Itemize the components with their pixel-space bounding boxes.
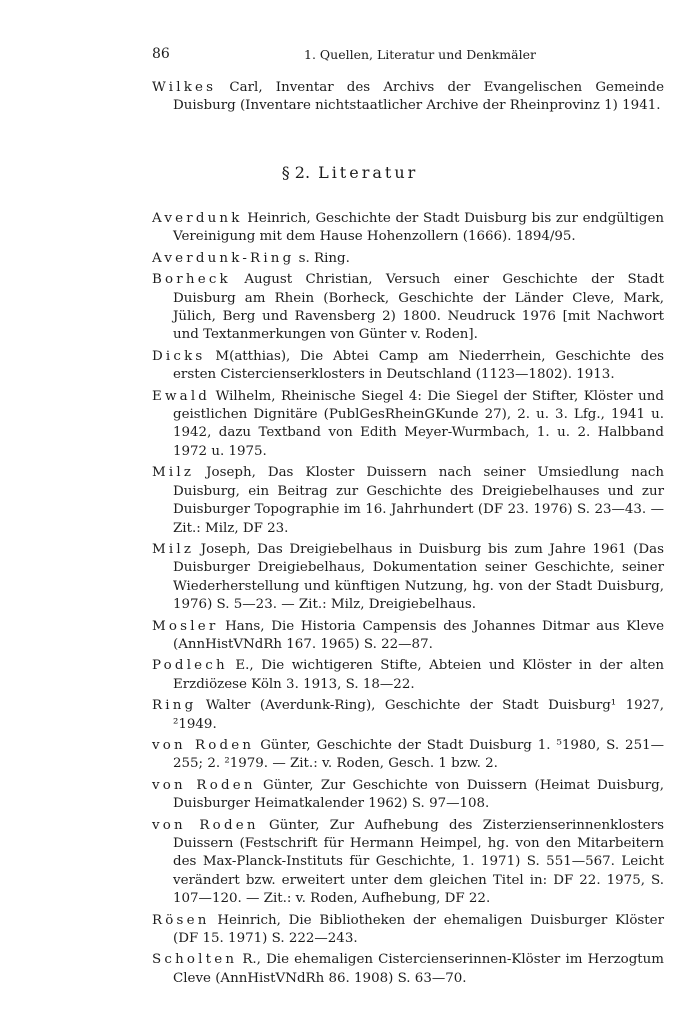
running-head: 1. Quellen, Literatur und Denkmäler <box>304 47 536 62</box>
entry-author: Milz <box>152 541 195 557</box>
entry-author: Podlech <box>152 658 228 674</box>
bibliography-entry <box>152 657 664 694</box>
entry-text: E., Die wichtigeren Stifte, Abteien und Klöster in der alten Erzdiözese Köln 3. 1913, S. 18—22. <box>173 658 664 692</box>
entry-text: Heinrich, Die Bibliotheken der ehemaligen Duisburger Klöster (DF 15. 1971) S. 222—243. <box>173 912 664 947</box>
entry-author: Scholten <box>152 952 238 968</box>
entry-text: Walter (Averdunk-Ring), Geschichte der Stadt Duisburg¹ 1927, ²1949. <box>173 698 664 732</box>
bibliography-entry <box>152 210 664 247</box>
entry-author: Borheck <box>152 272 231 288</box>
entry-author: Wilkes <box>152 80 217 95</box>
entry-author: Mosler <box>152 618 219 634</box>
section-heading <box>0 163 700 182</box>
bibliography-entry <box>152 777 664 814</box>
entry-text: Joseph, Das Kloster Duissern nach seiner Umsiedlung nach Duisburg, ein Beitrag zur Geschichte des Dreigiebelhauses und zur Duisburger Topographie im 16. Jahrhundert (DF 23. 1976) S. 23—43. — Zit.: Milz, DF 23. <box>173 465 664 536</box>
bibliography-entry <box>152 464 664 538</box>
bibliography-entry <box>152 388 664 462</box>
bibliography-entry <box>152 697 664 734</box>
intro-entry-block <box>152 79 664 119</box>
entry-text: Heinrich, Geschichte der Stadt Duisburg bis zur endgültigen Vereinigung mit dem Hause Hohenzollern (1666). 1894/95. <box>173 211 664 245</box>
entry-text: Wilhelm, Rheinische Siegel 4: Die Siegel der Stifter, Klöster und geistlichen Dignitäre (PublGesRheinGKunde 27), 2. u. 3. Lfg., 1941 u. 1942, dazu Textband von Edith Meyer-Wurmbach, 1. u. 2. Halbband 1972 u. 1975. <box>173 388 664 459</box>
bibliography-entry <box>152 912 664 949</box>
entry-author: von Roden <box>152 817 259 833</box>
entry-author: Rösen <box>152 912 210 928</box>
entry-text: M(atthias), Die Abtei Camp am Niederrhein, Geschichte des ersten Cistercienserklosters in Deutschland (1123—1802). 1913. <box>173 348 664 383</box>
entry-author: Ewald <box>152 388 211 404</box>
bibliography-entry <box>152 737 664 774</box>
bibliography-entry <box>152 618 664 655</box>
entry-text: Günter, Zur Aufhebung des Zisterzienserinnenklosters Duissern (Festschrift für Hermann Heimpel, hg. von den Mitarbeitern des Max-Planck-Instituts für Geschichte, 1. 1971) S. 551—567. Leicht verändert bzw. erweitert unter dem gleichen Titel in: DF 22. 1975, S. 107—120. — Zit.: v. Roden, Aufhebung, DF 22. <box>173 817 664 907</box>
bibliography-entry <box>152 79 664 116</box>
entry-text: Hans, Die Historia Campensis des Johannes Ditmar aus Kleve (AnnHistVNdRh 167. 1965) S. 22—87. <box>173 618 664 652</box>
entry-author: von Roden <box>152 777 256 793</box>
bibliography-entry <box>152 271 664 345</box>
bibliography-entry <box>152 817 664 909</box>
entry-author: Averdunk-Ring <box>152 250 295 266</box>
section-title: Literatur <box>318 163 419 182</box>
entry-author: Averdunk <box>152 211 243 226</box>
bibliography-entry <box>152 541 664 615</box>
bibliography-entry <box>152 348 664 385</box>
bibliography-entry <box>152 250 664 268</box>
page-number: 86 <box>152 46 170 62</box>
entry-text: Carl, Inventar des Archivs der Evangelischen Gemeinde Duisburg (Inventare nichtstaatlicher Archive der Rheinprovinz 1) 1941. <box>173 80 664 114</box>
entry-author: Ring <box>152 698 197 714</box>
entry-author: von Roden <box>152 737 255 753</box>
section-number: § 2. <box>281 163 311 182</box>
bibliography-entry <box>152 951 664 988</box>
entry-author: Dicks <box>152 348 206 364</box>
entry-author: Milz <box>152 465 195 481</box>
entry-text: R., Die ehemaligen Cistercienserinnen-Klöster im Herzogtum Cleve (AnnHistVNdRh 86. 1908) S. 63—70. <box>173 952 664 986</box>
entry-text: August Christian, Versuch einer Geschichte der Stadt Duisburg am Rhein (Borheck, Geschichte der Länder Cleve, Mark, Jülich, Berg und Ravensberg 2) 1800. Neudruck 1976 [mit Nachwort und Textanmerkungen von Günter v. Roden]. <box>173 272 664 343</box>
bibliography-list <box>152 210 664 991</box>
entry-text: Joseph, Das Dreigiebelhaus in Duisburg bis zum Jahre 1961 (Das Duisburger Dreigiebelhaus, Dokumentation seiner Geschichte, seiner Wiederherstellung und künftigen Nutzung, hg. von der Stadt Duisburg, 1976) S. 5—23. — Zit.: Milz, Dreigiebelhaus. <box>173 541 664 613</box>
entry-text: Günter, Zur Geschichte von Duissern (Heimat Duisburg, Duisburger Heimatkalender 1962) S. 97—108. <box>173 777 665 812</box>
entry-text: Günter, Geschichte der Stadt Duisburg 1. ⁵1980, S. 251—255; 2. ²1979. — Zit.: v. Roden, Gesch. 1 bzw. 2. <box>173 737 664 772</box>
entry-text: s. Ring. <box>294 250 350 266</box>
page-header <box>152 46 662 66</box>
